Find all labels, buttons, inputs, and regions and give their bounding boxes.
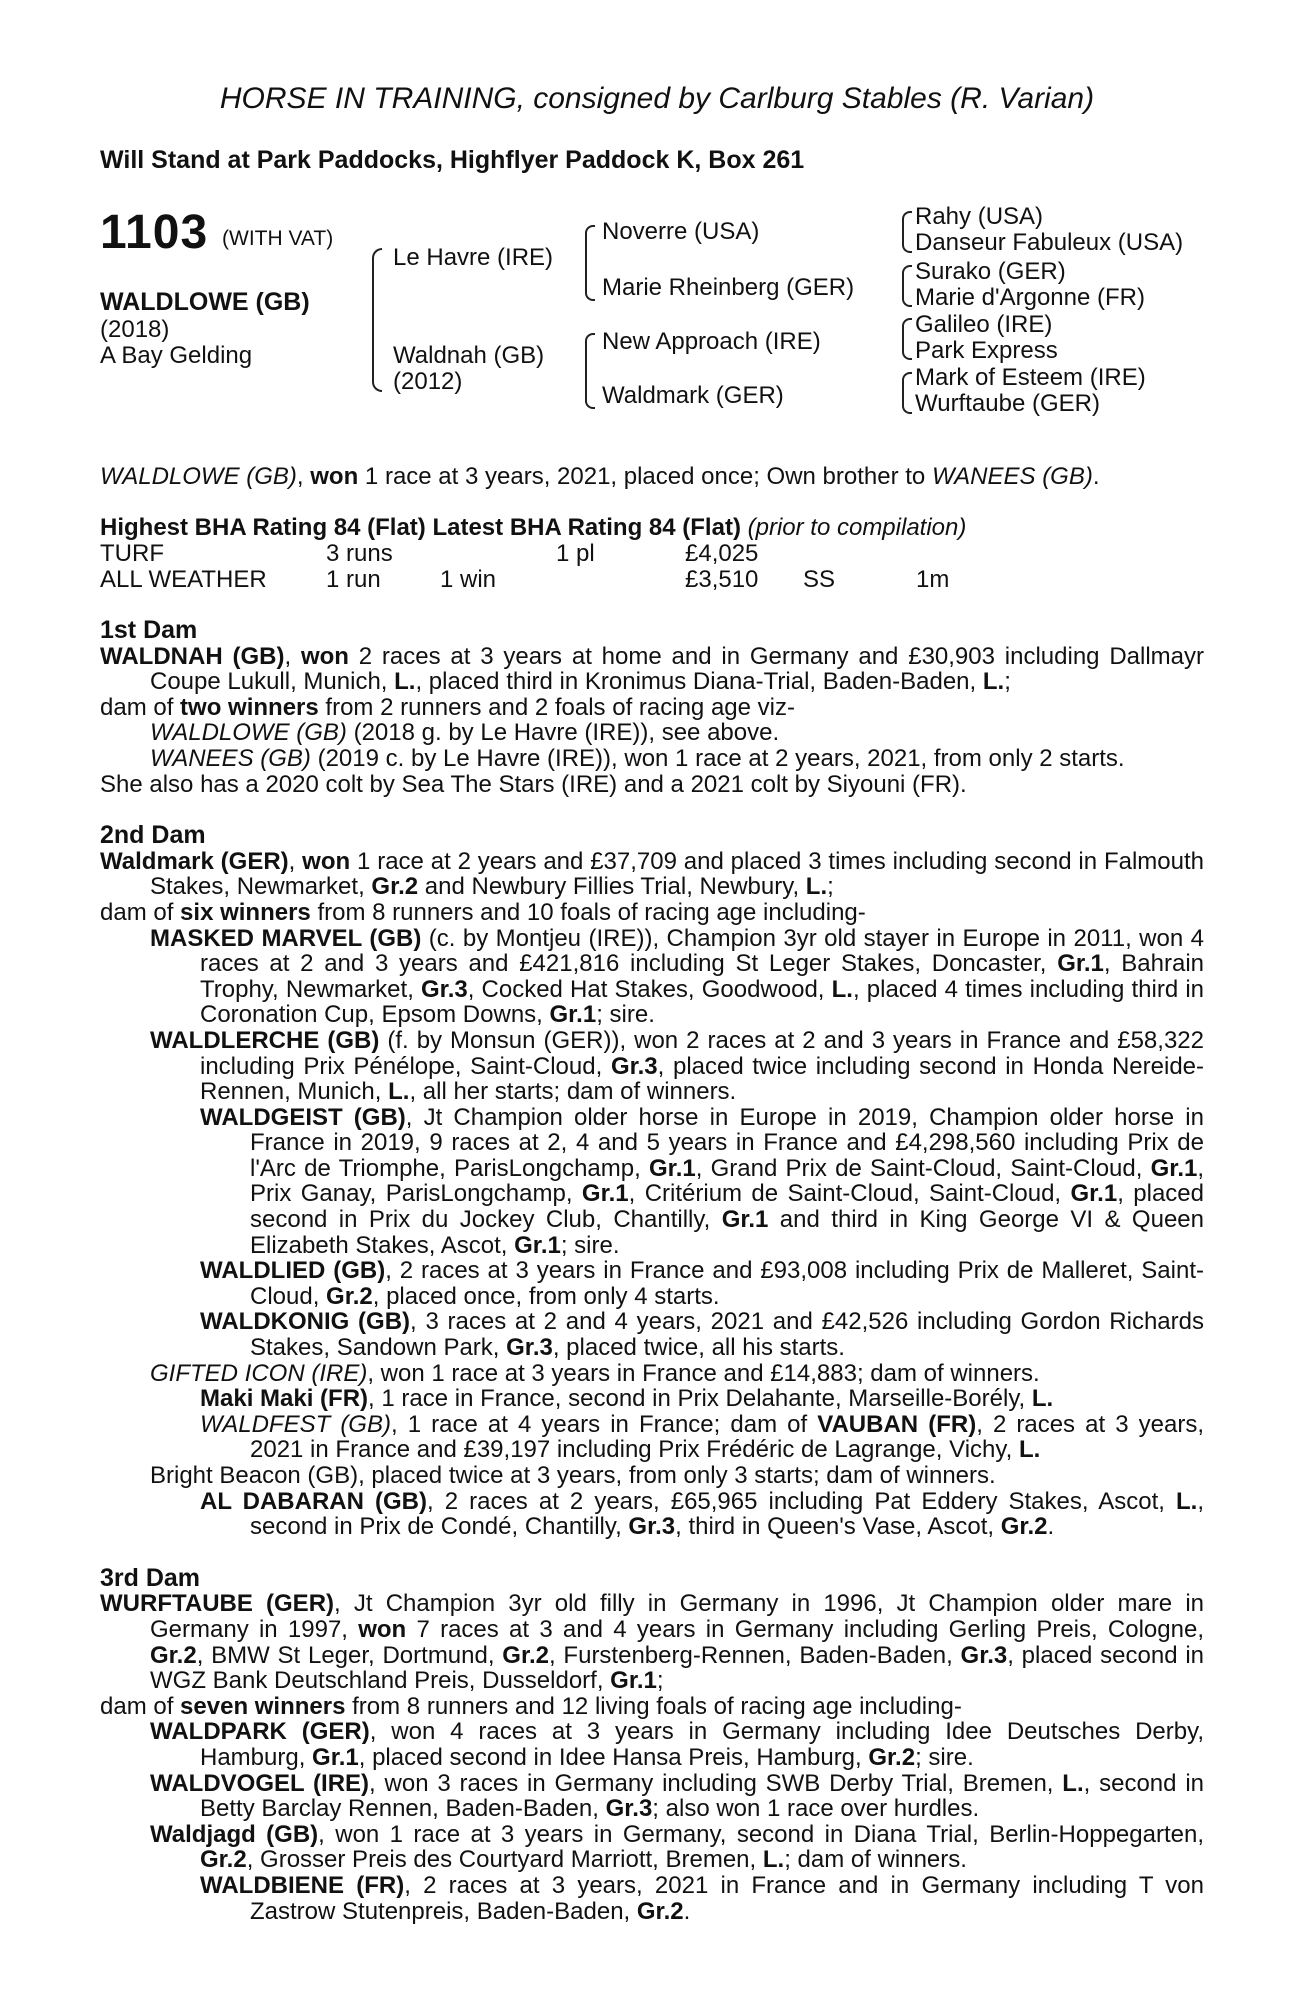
- produce-item: WALDKONIG (GB), 3 races at 2 and 4 years, 2021 and £42,526 including Gordon Richards Stakes, Sandown Park, Gr.3, placed twice, all his starts.: [200, 1308, 1204, 1362]
- pedigree-gen3: Park Express: [915, 337, 1058, 364]
- pedigree-brace: [902, 372, 912, 414]
- pedigree-brace: [585, 225, 595, 301]
- produce-item: WALDLOWE (GB) (2018 g. by Le Havre (IRE)), see above.: [150, 719, 780, 747]
- second-dam-produce: dam of six winners from 8 runners and 10 foals of racing age including-: [100, 898, 866, 926]
- horse-description: A Bay Gelding: [100, 342, 253, 369]
- pedigree-gen3: Wurftaube (GER): [915, 390, 1100, 417]
- pedigree-dam-year: (2012): [393, 368, 463, 395]
- pedigree-notes: [100, 618, 1204, 1924]
- pedigree-brace: [585, 333, 595, 409]
- pedigree-gen3: Marie d'Argonne (FR): [915, 284, 1145, 311]
- pedigree-dam-dam: Waldmark (GER): [602, 382, 784, 409]
- pedigree-gen3: Galileo (IRE): [915, 311, 1053, 338]
- page-title: HORSE IN TRAINING, consigned by Carlburg Stables (R. Varian): [219, 82, 1095, 115]
- pedigree-gen3: Surako (GER): [915, 258, 1066, 285]
- produce-item: Waldjagd (GB), won 1 race at 3 years in Germany, second in Diana Trial, Berlin-Hoppegarten, Gr.2, Grosser Preis des Courtyard Marriott, Bremen, L.; dam of winners.: [150, 1820, 1204, 1874]
- lot-number: 1103: [100, 206, 209, 259]
- produce-item: Bright Beacon (GB), placed twice at 3 years, from only 3 starts; dam of winners.: [150, 1462, 996, 1489]
- produce-item: WALDVOGEL (IRE), won 3 races in Germany including SWB Derby Trial, Bremen, L., second in Betty Barclay Rennen, Baden-Baden, Gr.3; also won 1 race over hurdles.: [150, 1769, 1205, 1823]
- second-dam-record: Waldmark (GER), won 1 race at 2 years and £37,709 and placed 3 times including second in Falmouth Stakes, Newmarket, Gr.2 and Newbury Fillies Trial, Newbury, L.;: [100, 847, 1204, 901]
- produce-item: WALDLIED (GB), 2 races at 3 years in France and £93,008 including Prix de Malleret, Saint-Cloud, Gr.2, placed once, from only 4 starts.: [200, 1257, 1204, 1310]
- produce-note: She also has a 2020 colt by Sea The Stars (IRE) and a 2021 colt by Siyouni (FR).: [100, 770, 967, 798]
- pedigree-brace: [902, 211, 912, 253]
- produce-item: WANEES (GB) (2019 c. by Le Havre (IRE)), won 1 race at 2 years, 2021, from only 2 starts.: [150, 744, 1125, 772]
- produce-item: Maki Maki (FR), 1 race in France, second in Prix Delahante, Marseille-Borély, L.: [200, 1385, 1054, 1413]
- first-dam-heading: 1st Dam: [100, 616, 198, 644]
- race-summary: WALDLOWE (GB), won 1 race at 3 years, 2021, placed once; Own brother to WANEES (GB).: [100, 463, 1100, 490]
- produce-item: MASKED MARVEL (GB) (c. by Montjeu (IRE)), Champion 3yr old stayer in Europe in 2011, won 4 races at 2 and 3 years and £421,816 including St Leger Stakes, Doncaster, Gr.1, Bahrain Trophy, Newmarket, Gr.3, Cocked Hat Stakes, Goodwood, L., placed 4 times including third in Coronation Cup, Epsom Downs, Gr.1; sire.: [150, 924, 1205, 1029]
- produce-item: AL DABARAN (GB), 2 races at 2 years, £65,965 including Pat Eddery Stakes, Ascot, L., second in Prix de Condé, Chantilly, Gr.3, third in Queen's Vase, Ascot, Gr.2.: [200, 1487, 1205, 1541]
- pedigree-gen3: Rahy (USA): [915, 203, 1044, 230]
- pedigree-sire-sire: Noverre (USA): [602, 218, 760, 245]
- brother-name: WANEES (GB): [931, 463, 1093, 490]
- produce-item: WALDBIENE (FR), 2 races at 3 years, 2021 in France and in Germany including T von Zastrow Stutenpreis, Baden-Baden, Gr.2.: [200, 1871, 1204, 1925]
- third-dam-produce: dam of seven winners from 8 runners and 12 living foals of racing age including-: [100, 1692, 962, 1720]
- pedigree-dam: Waldnah (GB): [393, 342, 545, 369]
- third-dam-record: WURFTAUBE (GER), Jt Champion 3yr old filly in Germany in 1996, Jt Champion older mare in Germany in 1997, won 7 races at 3 and 4 years in Germany including Gerling Preis, Cologne, Gr.2, BMW St Leger, Dortmund, Gr.2, Furstenberg-Rennen, Baden-Baden, Gr.3, placed second in WGZ Bank Deutschland Preis, Dusseldorf, Gr.1;: [100, 1590, 1205, 1695]
- won-label: won: [310, 463, 359, 490]
- pedigree-brace: [902, 265, 912, 307]
- first-dam-record: WALDNAH (GB), won 2 races at 3 years at home and in Germany and £30,903 including Dallmayr Coupe Lukull, Munich, L., placed third in Kronimus Diana-Trial, Baden-Baden, L.;: [100, 642, 1204, 696]
- produce-item: WALDFEST (GB), 1 race at 4 years in France; dam of VAUBAN (FR), 2 races at 3 years, 2021 in France and £39,197 including Prix Frédéric de Lagrange, Vichy, L.: [200, 1410, 1205, 1464]
- pedigree-sire: Le Havre (IRE): [393, 244, 554, 271]
- produce-item: WALDPARK (GER), won 4 races at 3 years in Germany including Idee Deutsches Derby, Hamburg, Gr.1, placed second in Idee Hansa Preis, Hamburg, Gr.2; sire.: [150, 1718, 1204, 1771]
- stand-location: Will Stand at Park Paddocks, Highflyer Paddock K, Box 261: [100, 146, 805, 174]
- pedigree-gen3: Mark of Esteem (IRE): [915, 364, 1146, 391]
- second-dam-heading: 2nd Dam: [100, 821, 206, 850]
- pedigree-brace: [372, 248, 382, 392]
- produce-item: WALDLERCHE (GB) (f. by Monsun (GER)), won 2 races at 2 and 3 years in France and £58,322 including Prix Pénélope, Saint-Cloud, Gr.3, placed twice including second in Honda Nereide-Rennen, Munich, L., all her starts; dam of winners.: [150, 1026, 1205, 1106]
- bha-rating: Highest BHA Rating 84 (Flat) Latest BHA Rating 84 (Flat) (prior to compilation): [100, 514, 967, 541]
- horse-name-ref: WALDLOWE (GB): [100, 463, 297, 490]
- third-dam-heading: 3rd Dam: [100, 1563, 201, 1592]
- produce-item: WALDGEIST (GB), Jt Champion older horse in Europe in 2019, Champion older horse in France in 2019, 9 races at 2, 4 and 5 years in France and £4,298,560 including Prix de l'Arc de Triomphe, ParisLongchamp, Gr.1, Grand Prix de Saint-Cloud, Saint-Cloud, Gr.1, Prix Ganay, ParisLongchamp, Gr.1, Critérium de Saint-Cloud, Saint-Cloud, Gr.1, placed second in Prix du Jockey Club, Chantilly, Gr.1 and third in King George VI & Queen Elizabeth Stakes, Ascot, Gr.1; sire.: [200, 1103, 1205, 1259]
- produce-item: GIFTED ICON (IRE), won 1 race at 3 years in France and £14,883; dam of winners.: [150, 1359, 1040, 1387]
- first-dam-produce: dam of two winners from 2 runners and 2 foals of racing age viz-: [100, 693, 795, 721]
- pedigree-gen3: Danseur Fabuleux (USA): [915, 229, 1184, 256]
- catalogue-page: HORSE IN TRAINING, consigned by Carlburg Stables (R. Varian) Will Stand at Park Paddocks, Highflyer Paddock K, Box 261 1103 (WITH VAT) WALDLOWE (GB) (2018) A Bay Gelding Le Havre (IRE) Waldnah (GB) (2012) Noverre (USA) Marie Rheinberg (GER) New Approach (IRE) Waldmark (GER) Rahy (USA) Danseur Fabuleux (USA) Surako (GER) Marie d'Argonne (FR) Galileo (IRE) Park Express Mark of Esteem (IRE) Wurftaube (GER) WALDLOWE (GB), won 1 race at 3 years, 2021, placed once; Own brother to WANEES (GB). Highest BHA Rating 84 (Flat) Latest BHA Rating 84 (Flat) (prior to compilation) TURF 3 runs 1 pl £4,025 ALL WEATHER 1 run 1 win £3,510 SS 1m 1st Dam WALDNAH (GB), won 2 races at 3 years at home and in Germany and £30,903 including Dallmayr Coupe Lukull, Munich, L., placed third in Kronimus Diana-Trial, Baden-Baden, L.; dam of two winners from 2 runners and 2 foals of racing age viz- WALDLOWE (GB) (2018 g. by Le Havre (IRE)), see above. WANEES (GB) (2019 c. by Le Havre (IRE)), won 1 race at 2 years, 2021, from only 2 starts. She also has a 2020 colt by Sea The Stars (IRE) and a 2021 colt by Siyouni (FR). 2nd Dam Waldmark (GER), won 1 race at 2 years and £37,709 and placed 3 times including second in Falmouth Stakes, Newmarket, Gr.2 and Newbury Fillies Trial, Newbury, L.; dam of six winners from 8 runners and 10 foals of racing age including- MASKED MARVEL (GB) (c. by Montjeu (IRE)), Champion 3yr old stayer in Europe in 2011, won 4 races at 2 and 3 years and £421,816 including St Leger Stakes, Doncaster, Gr.1, Bahrain Trophy, Newmarket, Gr.3, Cocked Hat Stakes, Goodwood, L., placed 4 times including third in Coronation Cup, Epsom Downs, Gr.1; sire. WALDLERCHE (GB) (f. by Monsun (GER)), won 2 races at 2 and 3 years in France and £58,322 including Prix Pénélope, Saint-Cloud, Gr.3, placed twice including second in Honda Nereide-Rennen, Munich, L., all her starts; dam of winners. WALDGEIST (GB), Jt Champion older horse in Europe in 2019, Champion older horse in France in 2019, 9 races at 2, 4 and 5 years in France and £4,298,560 including Prix de l'Arc de Triomphe, ParisLongchamp, Gr.1, Grand Prix de Saint-Cloud, Saint-Cloud, Gr.1, Prix Ganay, ParisLongchamp, Gr.1, Critérium de Saint-Cloud, Saint-Cloud, Gr.1, placed second in Prix du Jockey Club, Chantilly, Gr.1 and third in King George VI & Queen Elizabeth Stakes, Ascot, Gr.1; sire. WALDLIED (GB), 2 races at 3 years in France and £93,008 including Prix de Malleret, Saint-Cloud, Gr.2, placed once, from only 4 starts. WALDKONIG (GB), 3 races at 2 and 4 years, 2021 and £42,526 including Gordon Richards Stakes, Sandown Park, Gr.3, placed twice, all his starts. GIFTED ICON (IRE), won 1 race at 3 years in France and £14,883; dam of winners. Maki Maki (FR), 1 race in France, second in Prix Delahante, Marseille-Borély, L. WALDFEST (GB), 1 race at 4 years in France; dam of VAUBAN (FR), 2 races at 3 years, 2021 in France and £39,197 including Prix Frédéric de Lagrange, Vichy, L. Bright Beacon (GB), placed twice at 3 years, from only 3 starts; dam of winners. AL DABARAN (GB), 2 races at 2 years, £65,965 including Pat Eddery Stakes, Ascot, L., second in Prix de Condé, Chantilly, Gr.3, third in Queen's Vase, Ascot, Gr.2. 3rd Dam WURFTAUBE (GER), Jt Champion 3yr old filly in Germany in 1996, Jt Champion older mare in Germany in 1997, won 7 races at 3 and 4 years in Germany including Gerling Preis, Cologne, Gr.2, BMW St Leger, Dortmund, Gr.2, Furstenberg-Rennen, Baden-Baden, Gr.3, placed second in WGZ Bank Deutschland Preis, Dusseldorf, Gr.1; dam of seven winners from 8 runners and 12 living foals of racing age including- WALDPARK (GER), won 4 races at 3 years in Germany including Idee Deutsches Derby, Hamburg, Gr.1, placed second in Idee Hansa Preis, Hamburg, Gr.2; sire. WALDVOGEL (IRE), won 3 races in Germany including SWB Derby Trial, Bremen, L., second in Betty Barclay Rennen, Baden-Baden, Gr.3; also won 1 race over hurdles. Waldjagd (GB), won 1 race at 3 years in Germany, second in Diana Trial, Berlin-Hoppegarten, Gr.2, Grosser Preis des Courtyard Marriott, Bremen, L.; dam of winners. WALDBIENE (FR), 2 races at 3 years, 2021 in France and in Germany including T von Zastrow Stutenpreis, Baden-Baden, Gr.2.: [0, 0, 1314, 2000]
- vat-note: (WITH VAT): [222, 227, 334, 250]
- pedigree-dam-sire: New Approach (IRE): [602, 328, 821, 355]
- pedigree-sire-dam: Marie Rheinberg (GER): [602, 274, 855, 301]
- horse-year: (2018): [100, 316, 170, 343]
- pedigree-brace: [902, 318, 912, 360]
- horse-name: WALDLOWE (GB): [100, 288, 310, 316]
